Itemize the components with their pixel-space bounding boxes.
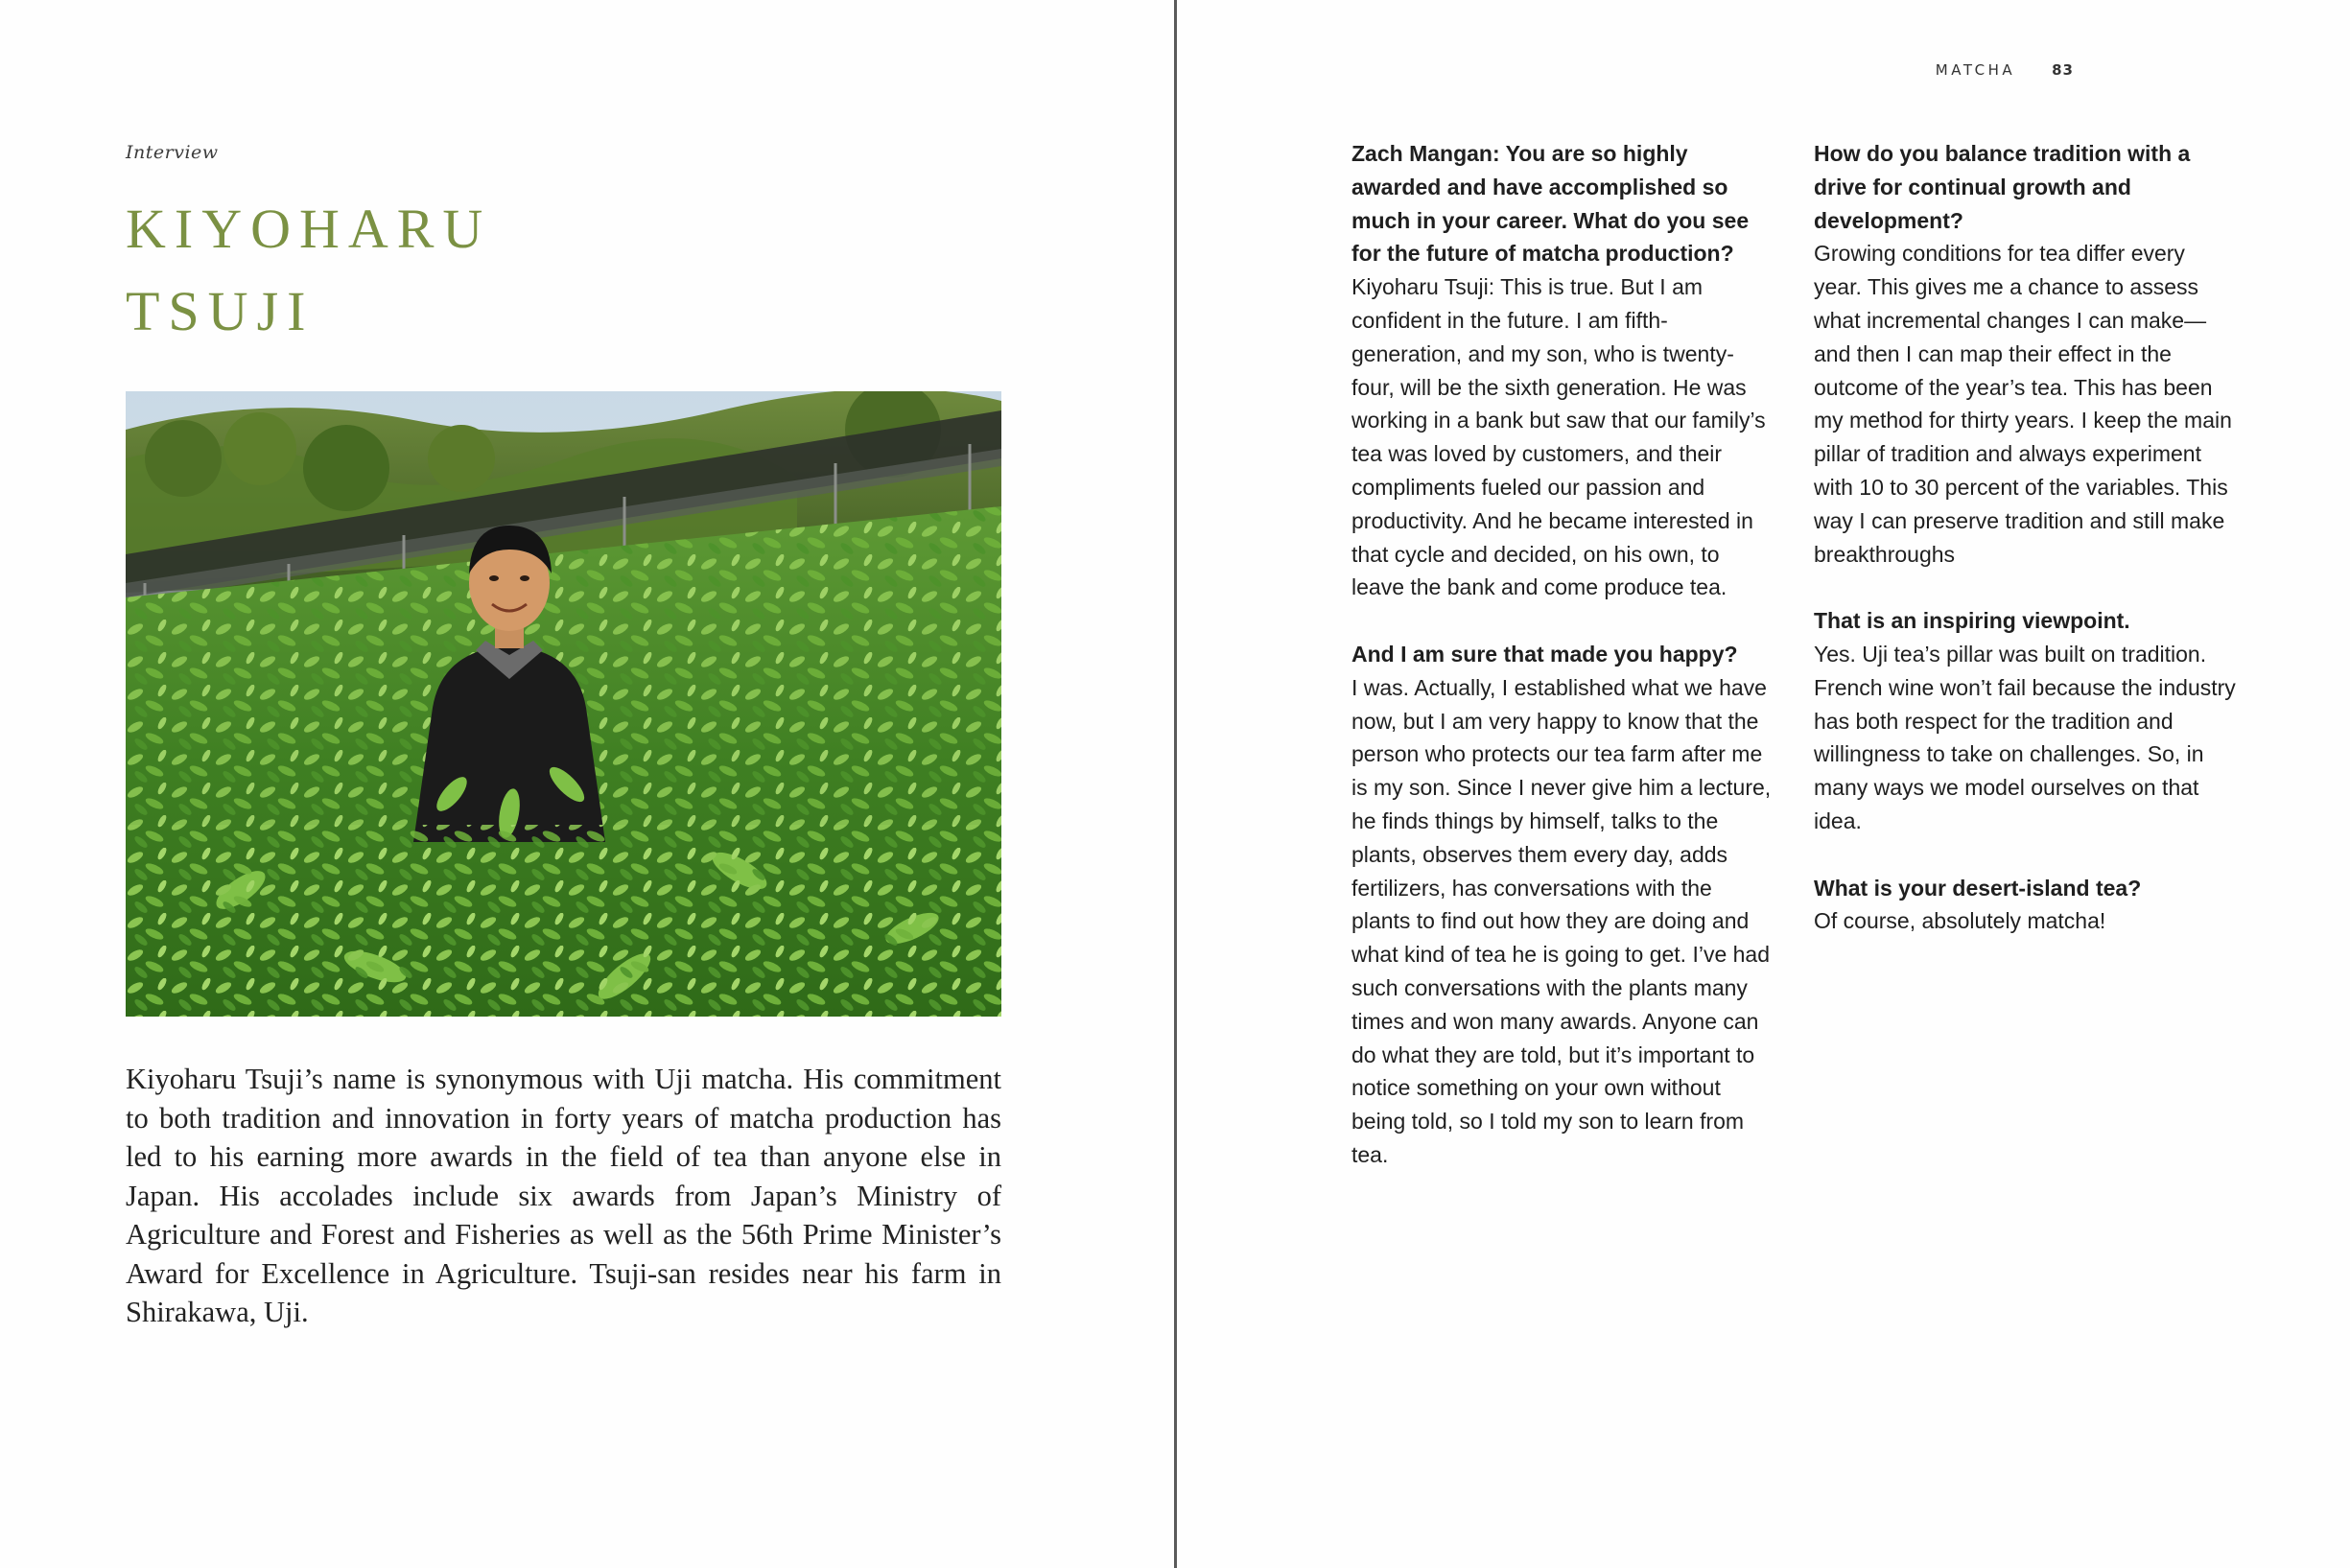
qa-block [1814, 137, 2236, 571]
qa-block [1814, 604, 2236, 838]
interviewee-bio: Kiyoharu Tsuji’s name is synonymous with Uji matcha. His commitment to both tradition and innovation in forty years of matcha production has led to his earning more awards in the field of tea than anyone else in Japan. His accolades include six awards from Japan’s Ministry of Agriculture and Forest and Fisheries as well as the 56th Prime Minister’s Award for Excellence in Agriculture. Tsuji-san resides near his farm in Shirakawa, Uji. [126, 1063, 1001, 1328]
page-number: 83 [2052, 61, 2074, 79]
qa-block [1351, 137, 1774, 604]
interview-column-1 [1351, 137, 1774, 1205]
interview-title [126, 188, 491, 353]
interview-answer: Yes. Uji tea’s pillar was built on tradition. French wine won’t fail because the industry has both respect for the tradition and willingness to take on challenges. So, in many ways we model ourselves on that idea. [1814, 641, 2236, 833]
title-line-2: TSUJI [126, 280, 315, 342]
running-head [1936, 61, 2074, 79]
book-gutter [1174, 0, 1177, 1568]
interview-answer: Of course, absolutely matcha! [1814, 908, 2106, 934]
qa-block [1814, 872, 2236, 939]
running-head-section: MATCHA [1935, 61, 2016, 79]
interview-question: That is an inspiring viewpoint. [1814, 608, 2130, 634]
portrait-photo [126, 391, 1001, 1017]
interview-column-2 [1814, 137, 2236, 971]
interview-question: Zach Mangan: You are so highly awarded and have accomplished so much in your career. What do you see for the future of matcha production? [1351, 141, 1750, 267]
section-kicker: Interview [126, 142, 219, 163]
interview-question: What is your desert-island tea? [1814, 875, 2142, 901]
interview-answer: Growing conditions for tea differ every year. This gives me a chance to assess what incremental changes I can make—and then I can map their effect in the outcome of the year’s tea. This has been my method for thirty years. I keep the main pillar of tradition and always experiment with 10 to 30 percent of the variables. This way I can preserve tradition and still make breakthroughs [1814, 241, 2232, 567]
interview-answer: Kiyoharu Tsuji: This is true. But I am confident in the future. I am fifth-generation, and my son, who is twenty-four, will be the sixth generation. He was working in a bank but saw that our family’s tea was loved by customers, and their compliments fueled our passion and productivity. And he became interested in that cycle and decided, on his own, to leave the bank and come produce tea. [1351, 274, 1766, 600]
tea-field-portrait-illustration [126, 391, 1001, 1017]
title-line-1: KIYOHARU [126, 198, 492, 260]
qa-block [1351, 638, 1774, 1172]
interview-question: And I am sure that made you happy? [1351, 641, 1738, 667]
interview-question: How do you balance tradition with a drive for continual growth and development? [1814, 141, 2191, 233]
interview-answer: I was. Actually, I established what we have now, but I am very happy to know that the person who protects our tea farm after me is my son. Since I never give him a lecture, he finds things by himself, talks to the plants, observes them every day, adds fertilizers, has conversations with the plants to find out how they are doing and what kind of tea he is going to get. I’ve had such conversations with the plants many times and won many awards. Anyone can do what they are told, but it’s important to notice something on your own without being told, so I told my son to learn from tea. [1351, 674, 1772, 1167]
